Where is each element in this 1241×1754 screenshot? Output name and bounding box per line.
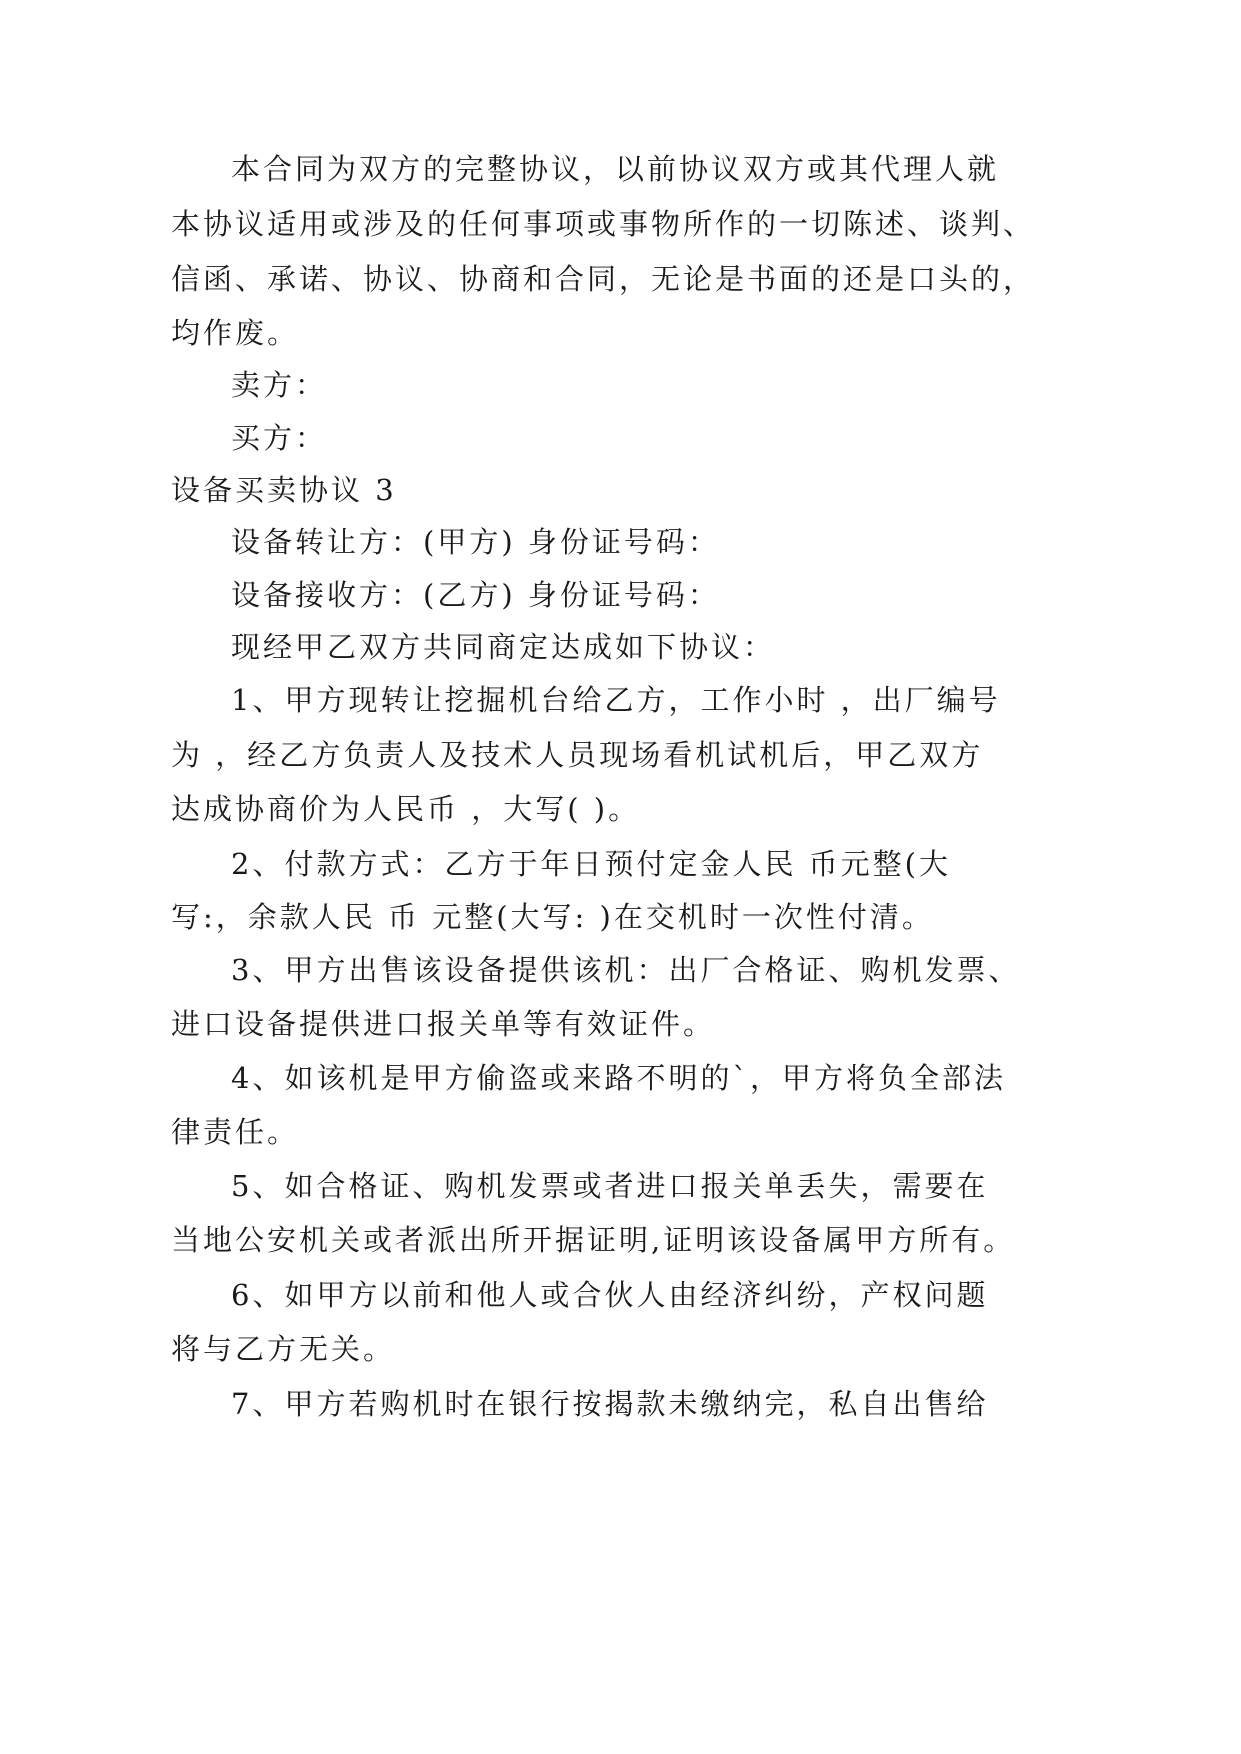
text-line: 本合同为双方的完整协议，以前协议双方或其代理人就 (231, 152, 1000, 186)
clause-line: 达成协商价为人民币 ，大写( )。 (171, 792, 641, 826)
text-line: 本协议适用或涉及的任何事项或事物所作的一切陈述、谈判、 (171, 207, 1036, 241)
text-line: 均作废。 (171, 316, 300, 350)
section-heading: 设备买卖协议 3 (171, 473, 397, 507)
clause-line: 3、甲方出售该设备提供该机：出厂合格证、购机发票、 (231, 953, 1021, 987)
clause-line: 6、如甲方以前和他人或合伙人由经济纠纷，产权问题 (231, 1278, 989, 1312)
clause-line: 为 ，经乙方负责人及技术人员现场看机试机后，甲乙双方 (171, 738, 984, 772)
seller-label: 卖方： (231, 368, 328, 402)
buyer-label: 买方： (231, 421, 328, 455)
clause-line: 当地公安机关或者派出所开据证明,证明该设备属甲方所有。 (171, 1223, 1016, 1257)
clause-line: 2、付款方式：乙方于年日预付定金人民 币元整(大 (231, 847, 951, 881)
text-line: 现经甲乙双方共同商定达成如下协议： (231, 630, 776, 664)
clause-line: 4、如该机是甲方偷盗或来路不明的`，甲方将负全部法 (231, 1061, 1006, 1095)
text-line: 设备转让方：(甲方) 身份证号码： (231, 525, 720, 559)
clause-line: 5、如合格证、购机发票或者进口报关单丢失，需要在 (231, 1169, 989, 1203)
clause-line: 写:，余款人民 币 元整(大写: )在交机时一次性付清。 (171, 900, 934, 934)
text-line: 设备接收方：(乙方) 身份证号码： (231, 578, 720, 612)
clause-line: 进口设备提供进口报关单等有效证件。 (171, 1007, 716, 1041)
clause-line: 律责任。 (171, 1115, 300, 1149)
clause-line: 1、甲方现转让挖掘机台给乙方，工作小时 ，出厂编号 (231, 683, 1001, 717)
clause-line: 将与乙方无关。 (171, 1332, 396, 1366)
clause-line: 7、甲方若购机时在银行按揭款未缴纳完，私自出售给 (231, 1387, 989, 1421)
text-line: 信函、承诺、协议、协商和合同，无论是书面的还是口头的， (171, 262, 1036, 296)
